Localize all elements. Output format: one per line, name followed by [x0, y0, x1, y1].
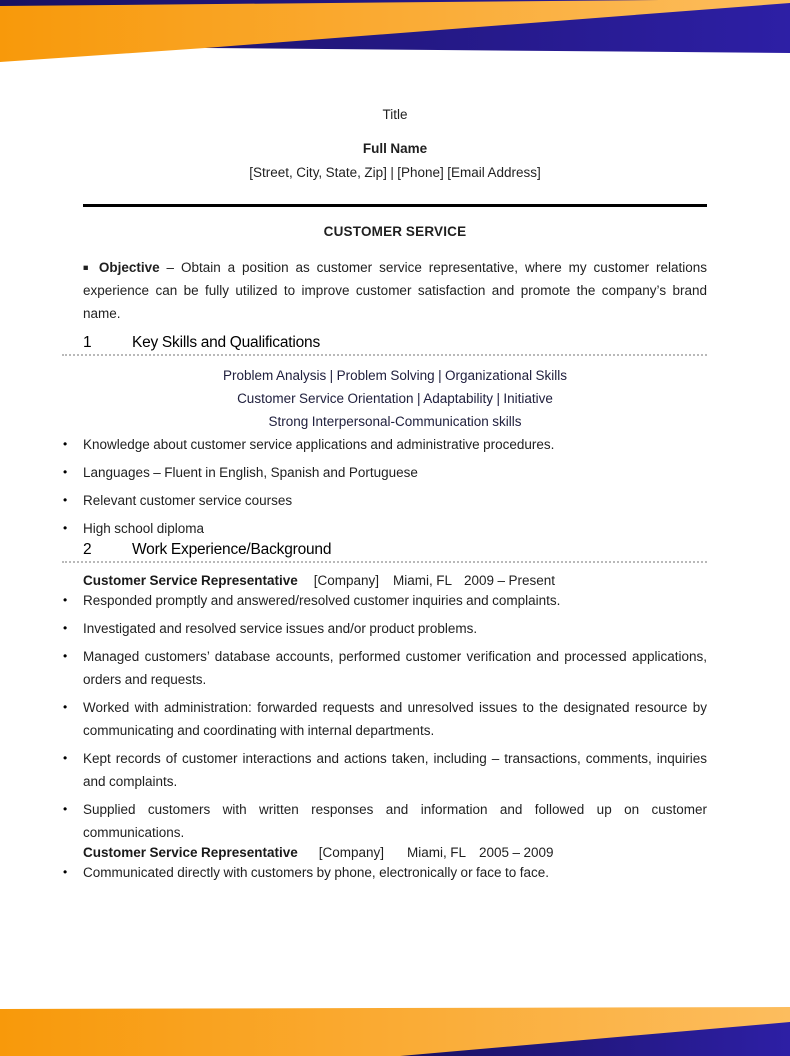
list-item — [63, 617, 707, 640]
bullet-icon: • — [63, 621, 68, 635]
list-item-text: Responded promptly and answered/resolved customer inquiries and complaints. — [83, 593, 561, 608]
header-divider — [83, 204, 707, 207]
section-title: Key Skills and Qualifications — [132, 334, 321, 351]
bullet-icon: • — [63, 593, 68, 607]
list-item-text: Managed customers’ database accounts, performed customer verification and processed applications, orders and requests. — [83, 649, 707, 687]
list-item-text: Knowledge about customer service applications and administrative procedures. — [83, 437, 555, 452]
document-title: Title — [382, 107, 408, 122]
job-header — [83, 572, 707, 589]
objective-label: Objective — [98, 259, 160, 275]
job-title: Customer Service Representative — [83, 573, 298, 588]
job-company: [Company] — [313, 573, 380, 588]
bullet-icon: • — [63, 493, 68, 507]
contact-line: [Street, City, State, Zip] | [Phone] [Email Address] — [249, 165, 541, 180]
document-body — [63, 0, 708, 884]
section-heading-skills — [62, 333, 707, 356]
list-item-text: Worked with administration: forwarded requests and unresolved issues to the designated resource by communicating and coordinating with internal departments. — [83, 700, 707, 738]
list-item — [63, 696, 707, 742]
list-item-text: Supplied customers with written responses and information and followed up on customer communications. — [83, 802, 707, 840]
skills-line: Problem Analysis | Problem Solving | Organizational Skills — [222, 368, 568, 383]
job-dates: 2009 – Present — [464, 573, 555, 588]
objective-paragraph — [83, 256, 707, 326]
list-item — [63, 798, 707, 844]
footer-banner-decoration — [0, 1006, 790, 1056]
bullet-icon: • — [63, 437, 68, 451]
job-duties-list — [63, 861, 707, 884]
job-dates: 2005 – 2009 — [479, 845, 554, 860]
job-header — [83, 844, 707, 861]
skills-line: Customer Service Orientation | Adaptability | Initiative — [237, 391, 553, 406]
full-name: Full Name — [362, 141, 428, 156]
job-company: [Company] — [318, 845, 385, 860]
section-number: 1 — [83, 334, 92, 351]
bullet-icon: • — [63, 465, 68, 479]
square-bullet-icon: ■ — [83, 262, 92, 272]
list-item-text: High school diploma — [83, 521, 204, 536]
list-item-text: Communicated directly with customers by phone, electronically or face to face. — [83, 865, 549, 880]
list-item — [63, 433, 707, 456]
section-title: Work Experience/Background — [132, 541, 332, 558]
bullet-icon: • — [63, 521, 68, 535]
list-item — [63, 517, 707, 540]
skills-summary — [83, 364, 707, 433]
resume-heading: CUSTOMER SERVICE — [323, 223, 467, 239]
objective-text: – Obtain a position as customer service representative, where my customer relations experience can be fully utilized to improve customer satisfaction and promote the company’s brand name. — [83, 259, 708, 321]
bullet-icon: • — [63, 865, 68, 879]
list-item — [63, 747, 707, 793]
bullet-icon: • — [63, 649, 68, 663]
bullet-icon: • — [63, 700, 68, 714]
job-location: Miami, FL — [407, 845, 466, 860]
list-item-text: Kept records of customer interactions and actions taken, including – transactions, comments, inquiries and complaints. — [83, 751, 707, 789]
list-item-text: Investigated and resolved service issues and/or product problems. — [83, 621, 478, 636]
list-item — [63, 489, 707, 512]
qualifications-list — [63, 433, 707, 540]
list-item — [63, 645, 707, 691]
bullet-icon: • — [63, 802, 68, 816]
skills-line: Strong Interpersonal-Communication skills — [268, 414, 522, 429]
list-item-text: Relevant customer service courses — [83, 493, 293, 508]
job-duties-list — [63, 589, 707, 844]
list-item — [63, 589, 707, 612]
section-number: 2 — [83, 541, 92, 558]
list-item-text: Languages – Fluent in English, Spanish and Portuguese — [83, 465, 418, 480]
list-item — [63, 861, 707, 884]
bullet-icon: • — [63, 751, 68, 765]
list-item — [63, 461, 707, 484]
job-location: Miami, FL — [393, 573, 452, 588]
job-title: Customer Service Representative — [83, 845, 298, 860]
section-heading-experience — [62, 540, 707, 563]
